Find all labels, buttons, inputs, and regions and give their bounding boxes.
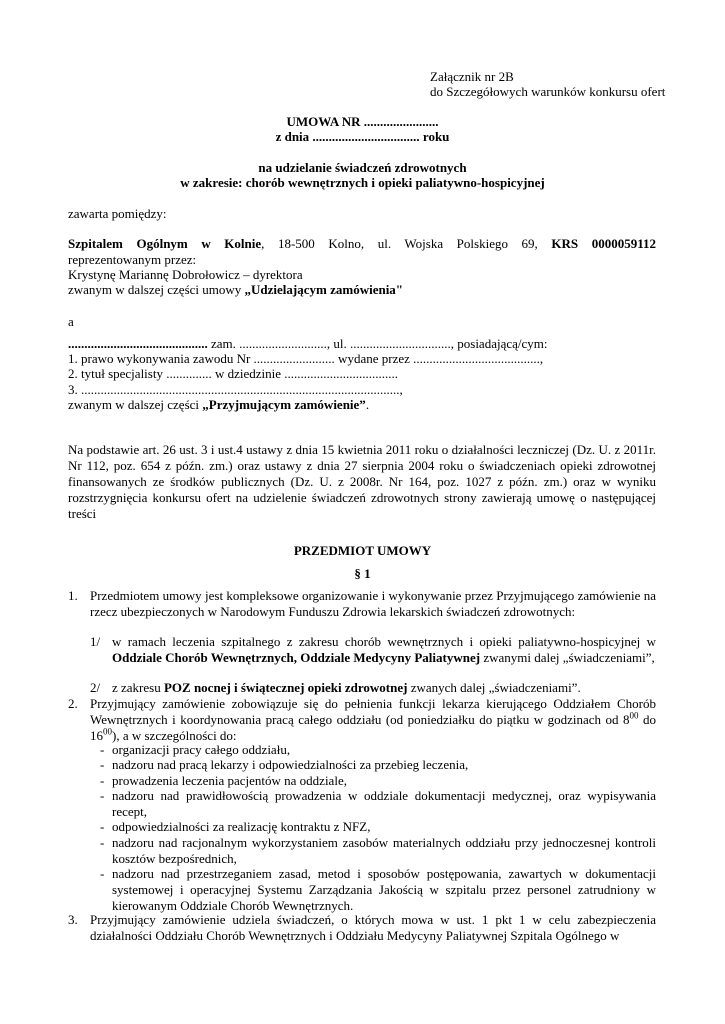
specialist-line: 2. tytuł specjalisty .............. w dziedzinie ................................... [68,366,399,381]
annex-subtitle: do Szczegółowych warunków konkursu ofert [430,84,666,99]
item-1-2-part-c: zwanych dalej „świadczeniami”. [407,680,581,695]
ordering-party-line [68,282,403,298]
item-1-text: Przedmiotem umowy jest kompleksowe organizowanie i wykonywanie przez Przyjmującego zamówienie na rzecz ubezpieczonych w Narodowym Funduszu Zdrowia lekarskich świadczeń zdrowotnych: [90,588,656,619]
and-word: a [68,314,74,329]
item-3-text: Przyjmujący zamówienie udziela świadczeń, o których mowa w ust. 1 pkt 1 w celu zabezpieczenia działalności Oddziału Chorób Wewnętrznych i Oddziału Medycyny Paliatywnej Szpitala Ogólnego w [90,912,656,943]
director-name: Krystynę Mariannę Dobrołowicz – dyrektora [68,267,303,282]
license-line: 1. prawo wykonywania zawodu Nr ......................... wydane przez ......................................., [68,351,544,366]
contract-subject: na udzielanie świadczeń zdrowotnych [258,160,467,175]
item-1-1-part-c: zwanymi dalej „świadczeniami”, [480,650,655,665]
item-2-sup-1: 00 [629,710,639,721]
contractor-called-prefix: zwanym w dalszej części [68,397,203,412]
contract-number: UMOWA NR ....................... [286,114,439,129]
contractor-line [68,336,548,352]
annex-label: Załącznik nr 2B [430,69,514,84]
contractor-address: zam. ..........................., ul. ..............................., posiadającą/cym: [207,336,548,351]
duty-item: nadzoru nad przestrzeganiem zasad, metod i sposobów postępowania, zawartych w dokumentacji systemowej i operacyjnej Systemu Zarządzania Jakością w szpitalu przez personel zatrudniony w kierowanym Oddziale Chorób Wewnętrznych. [112,866,656,913]
contractor-name-dots: ........................................... [68,336,208,351]
item-1-1-part-a: w ramach leczenia szpitalnego z zakresu chorób wewnętrznych i opieki paliatywno-hospicyjnej w [112,634,656,649]
dash-marker: - [100,757,105,772]
contract-date: z dnia ................................. roku [275,129,450,144]
represented-by: reprezentowanym przez: [68,252,197,267]
duty-item: nadzoru nad racjonalnym wykorzystaniem zasobów materialnych oddziału przy jednoczesnej kontroli kosztów bezpośrednich, [112,835,656,866]
contractor-called-suffix: . [365,397,370,412]
contractor-called-line [68,397,369,413]
item-1-number: 1. [68,588,78,603]
item-2-sup-2: 00 [103,726,112,737]
ordering-party-prefix: zwanym w dalszej części umowy [68,282,245,297]
contractor-called-name: „Przyjmującym zamówienie” [202,397,366,412]
dash-marker: - [100,788,105,803]
duty-item: nadzoru nad pracą lekarzy i odpowiedzialności za przebieg leczenia, [112,757,469,772]
hospital-name: Szpitalem Ogólnym w Kolnie [68,236,262,251]
ordering-party-name: „Udzielającym zamówienia" [244,282,404,297]
dash-marker: - [100,742,105,757]
item-2-number: 2. [68,696,78,711]
duty-item: organizacji pracy całego oddziału, [112,742,291,757]
item-1-1-number: 1/ [90,634,101,649]
item-1-1-text [112,634,656,666]
item-1-2-text [112,680,656,696]
item-1-2-number: 2/ [90,680,101,695]
hospital-address: , 18-500 Kolno, ul. Wojska Polskiego 69, [261,236,552,251]
contract-scope: w zakresie: chorób wewnętrznych i opieki paliatywno-hospicyjnej [180,175,545,190]
duty-item: odpowiedzialności za realizację kontraktu z NFZ, [112,819,371,834]
item-2-part-b: do 16 [90,712,656,743]
dash-marker: - [100,819,105,834]
item-2-text [90,696,656,744]
section-heading: PRZEDMIOT UMOWY [293,543,432,558]
other-line: 3. .................................................................................................., [68,382,403,397]
hospital-line [68,236,656,252]
item-2-part-a: Przyjmujący zamówienie zobowiązuje się do pełnienia funkcji lekarza kierującego Oddziałem Chorób Wewnętrznych i koordynowania pracą całego oddziału (od poniedziałku do piątku w godzinach od 8 [90,696,656,727]
item-1-2-poz: POZ nocnej i świątecznej opieki zdrowotnej [163,680,408,695]
item-3-number: 3. [68,912,78,927]
hospital-krs: KRS 0000059112 [551,236,656,251]
legal-basis: Na podstawie art. 26 ust. 3 i ust.4 ustawy z dnia 15 kwietnia 2011 roku o działalności leczniczej (Dz. U. z 2011r. Nr 112, poz. 654 z późn. zm.) oraz ustawy z dnia 27 sierpnia 2004 roku o świadczeniach opieki zdrowotnej finansowanych ze środków publicznych (Dz. U. z 2008r. Nr 164, poz. 1027 z późn. zm.) oraz w wyniku rozstrzygnięcia konkursu ofert na udzielenie świadczeń zdrowotnych strony zawierają umowę o następującej treści [68,442,656,521]
duty-item: nadzoru nad prawidłowością prowadzenia w oddziale dokumentacji medycznej, oraz wypisywania recept, [112,788,656,819]
item-1-2-part-a: z zakresu [112,680,164,695]
dash-marker: - [100,773,105,788]
dash-marker: - [100,866,105,881]
duty-item: prowadzenia leczenia pacjentów na oddziale, [112,773,347,788]
paragraph-number: § 1 [354,566,371,581]
item-2-part-c: ), a w szczególności do: [112,728,237,743]
dash-marker: - [100,835,105,850]
item-1-1-departments: Oddziale Chorób Wewnętrznych, Oddziale Medycyny Paliatywnej [112,650,481,665]
parties-intro: zawarta pomiędzy: [68,206,167,221]
